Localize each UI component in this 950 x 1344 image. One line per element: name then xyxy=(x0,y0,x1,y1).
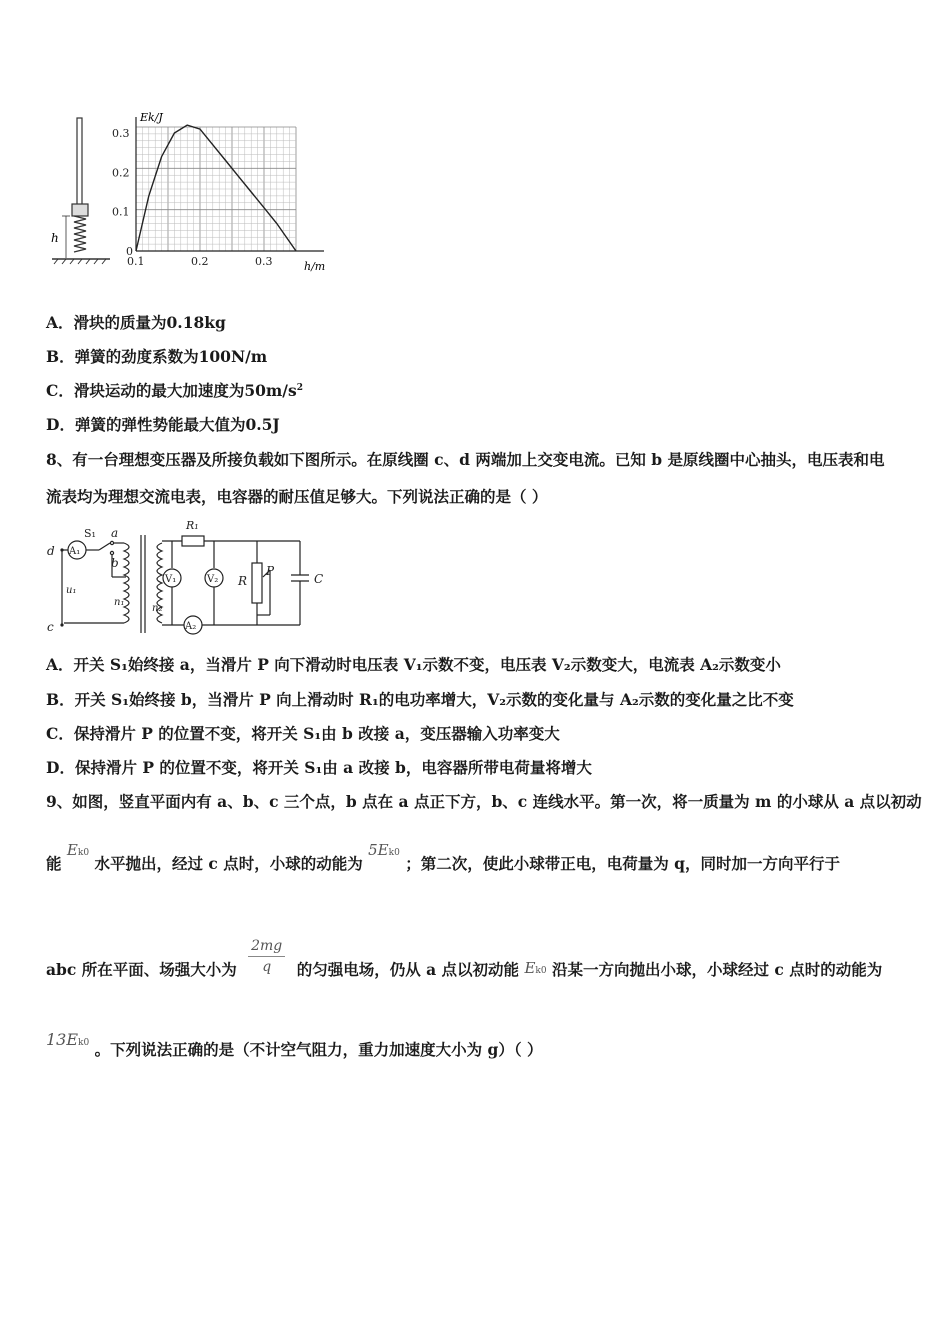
x-tick-label: 0.2 xyxy=(191,255,209,268)
ammeter-a1-label: A₁ xyxy=(69,546,81,557)
transformer-circuit-figure xyxy=(44,515,344,640)
y-tick-label: 0 xyxy=(126,245,133,258)
q9-line2-part-c: ；第二次，使此小球带正电，电荷量为 q，同时加一方向平行于 xyxy=(405,854,840,873)
terminal-d: d xyxy=(47,544,55,558)
voltage-u1-label: u₁ xyxy=(66,585,77,596)
x-tick-label: 0.1 xyxy=(127,255,145,268)
math-sub: k0 xyxy=(535,965,547,976)
voltmeter-v1-label: V₁ xyxy=(165,574,177,585)
field-strength-fraction xyxy=(248,938,285,975)
q9-line2-part-b: 水平抛出，经过 c 点时，小球的动能为 xyxy=(94,854,363,873)
coil-n2-label: n₂ xyxy=(152,603,163,614)
math-13e: 13E xyxy=(46,1030,79,1049)
q9-line3-part-b: 的匀强电场，仍从 a 点以初动能 xyxy=(296,959,520,979)
y-tick-label: 0.2 xyxy=(112,166,130,180)
switch-s1-label: S₁ xyxy=(84,527,96,540)
math-e: E xyxy=(66,841,78,859)
y-axis-label: Ek/J xyxy=(140,111,163,124)
spring-apparatus-figure xyxy=(48,112,118,270)
ek-curve xyxy=(136,125,296,251)
q9-stem-line2 xyxy=(46,840,840,873)
rheostat-r-label: R xyxy=(238,574,248,588)
q9-stem-line4 xyxy=(46,1028,543,1059)
q8-stem-line2: 流表均为理想交流电表，电容器的耐压值足够大。下列说法正确的是（ ） xyxy=(46,487,548,506)
math-5e: 5E xyxy=(368,841,389,859)
math-ek0-1 xyxy=(67,841,89,859)
math-13ek0 xyxy=(46,1030,89,1049)
x-axis-label: h/m xyxy=(304,260,326,273)
contact-b-label: b xyxy=(111,556,119,570)
math-ek0-2 xyxy=(524,959,546,977)
chart-grid xyxy=(136,127,296,251)
capacitor-c-label: C xyxy=(314,572,324,586)
q7-option-a: A．滑块的质量为0.18kg xyxy=(46,313,226,332)
math-sub: k0 xyxy=(388,848,400,858)
h-label: h xyxy=(51,231,59,245)
voltmeter-v2-label: V₂ xyxy=(207,574,219,585)
q7-option-c-sup: 2 xyxy=(296,382,303,393)
q8-option-a: A．开关 S₁始终接 a，当滑片 P 向下滑动时电压表 V₁示数不变，电压表 V₂示数变大，电流表 A₂示数变小 xyxy=(46,655,781,674)
slider-p-label: P xyxy=(266,564,275,578)
ek-h-chart xyxy=(110,108,340,276)
ammeter-a2-label: A₂ xyxy=(185,621,197,632)
q9-line3-part-c: 沿某一方向抛出小球，小球经过 c 点时的动能为 xyxy=(551,959,883,979)
q8-stem-line1: 8、有一台理想变压器及所接负载如下图所示。在原线圈 c、d 两端加上交变电流。已知 b 是原线圈中心抽头，电压表和电 xyxy=(46,450,885,469)
math-sub: k0 xyxy=(78,1038,90,1048)
math-e: E xyxy=(524,958,536,977)
q9-line3-part-a: abc 所在平面、场强大小为 xyxy=(46,959,237,979)
q8-option-c: C．保持滑片 P 的位置不变，将开关 S₁由 b 改接 a，变压器输入功率变大 xyxy=(46,724,560,743)
q8-option-d: D．保持滑片 P 的位置不变，将开关 S₁由 a 改接 b，电容器所带电荷量将增大 xyxy=(46,758,592,777)
math-sub: k0 xyxy=(77,848,90,858)
x-tick-label: 0.3 xyxy=(255,255,273,268)
contact-a-label: a xyxy=(111,526,119,540)
coil-n1-label: n₁ xyxy=(114,597,125,608)
q7-option-b: B．弹簧的劲度系数为100N/m xyxy=(46,347,268,366)
q9-line4-text: 。下列说法正确的是（不计空气阻力，重力加速度大小为 g）（ ） xyxy=(94,1040,543,1059)
q9-line2-part-a: 能 xyxy=(46,854,62,873)
resistor-r1-label: R₁ xyxy=(186,519,199,532)
q8-option-b: B．开关 S₁始终接 b，当滑片 P 向上滑动时 R₁的电功率增大，V₂示数的变化量与 A₂示数的变化量之比不变 xyxy=(46,690,794,709)
terminal-c: c xyxy=(47,620,54,634)
y-tick-label: 0.1 xyxy=(112,205,130,219)
fraction-numerator: 2mg xyxy=(248,938,285,957)
q7-option-d: D．弹簧的弹性势能最大值为0.5J xyxy=(46,415,280,434)
q7-option-c-text: C．滑块运动的最大加速度为50m/s xyxy=(46,381,297,400)
q9-stem-line1: 9、如图，竖直平面内有 a、b、c 三个点，b 点在 a 点正下方，b、c 连线水平。第一次，将一质量为 m 的小球从 a 点以初动 xyxy=(46,792,922,811)
fraction-denominator: q xyxy=(262,959,272,975)
q9-stem-line3 xyxy=(46,926,883,979)
math-5ek0 xyxy=(368,841,400,859)
q7-option-c xyxy=(46,379,303,401)
y-tick-label: 0.3 xyxy=(112,127,130,140)
